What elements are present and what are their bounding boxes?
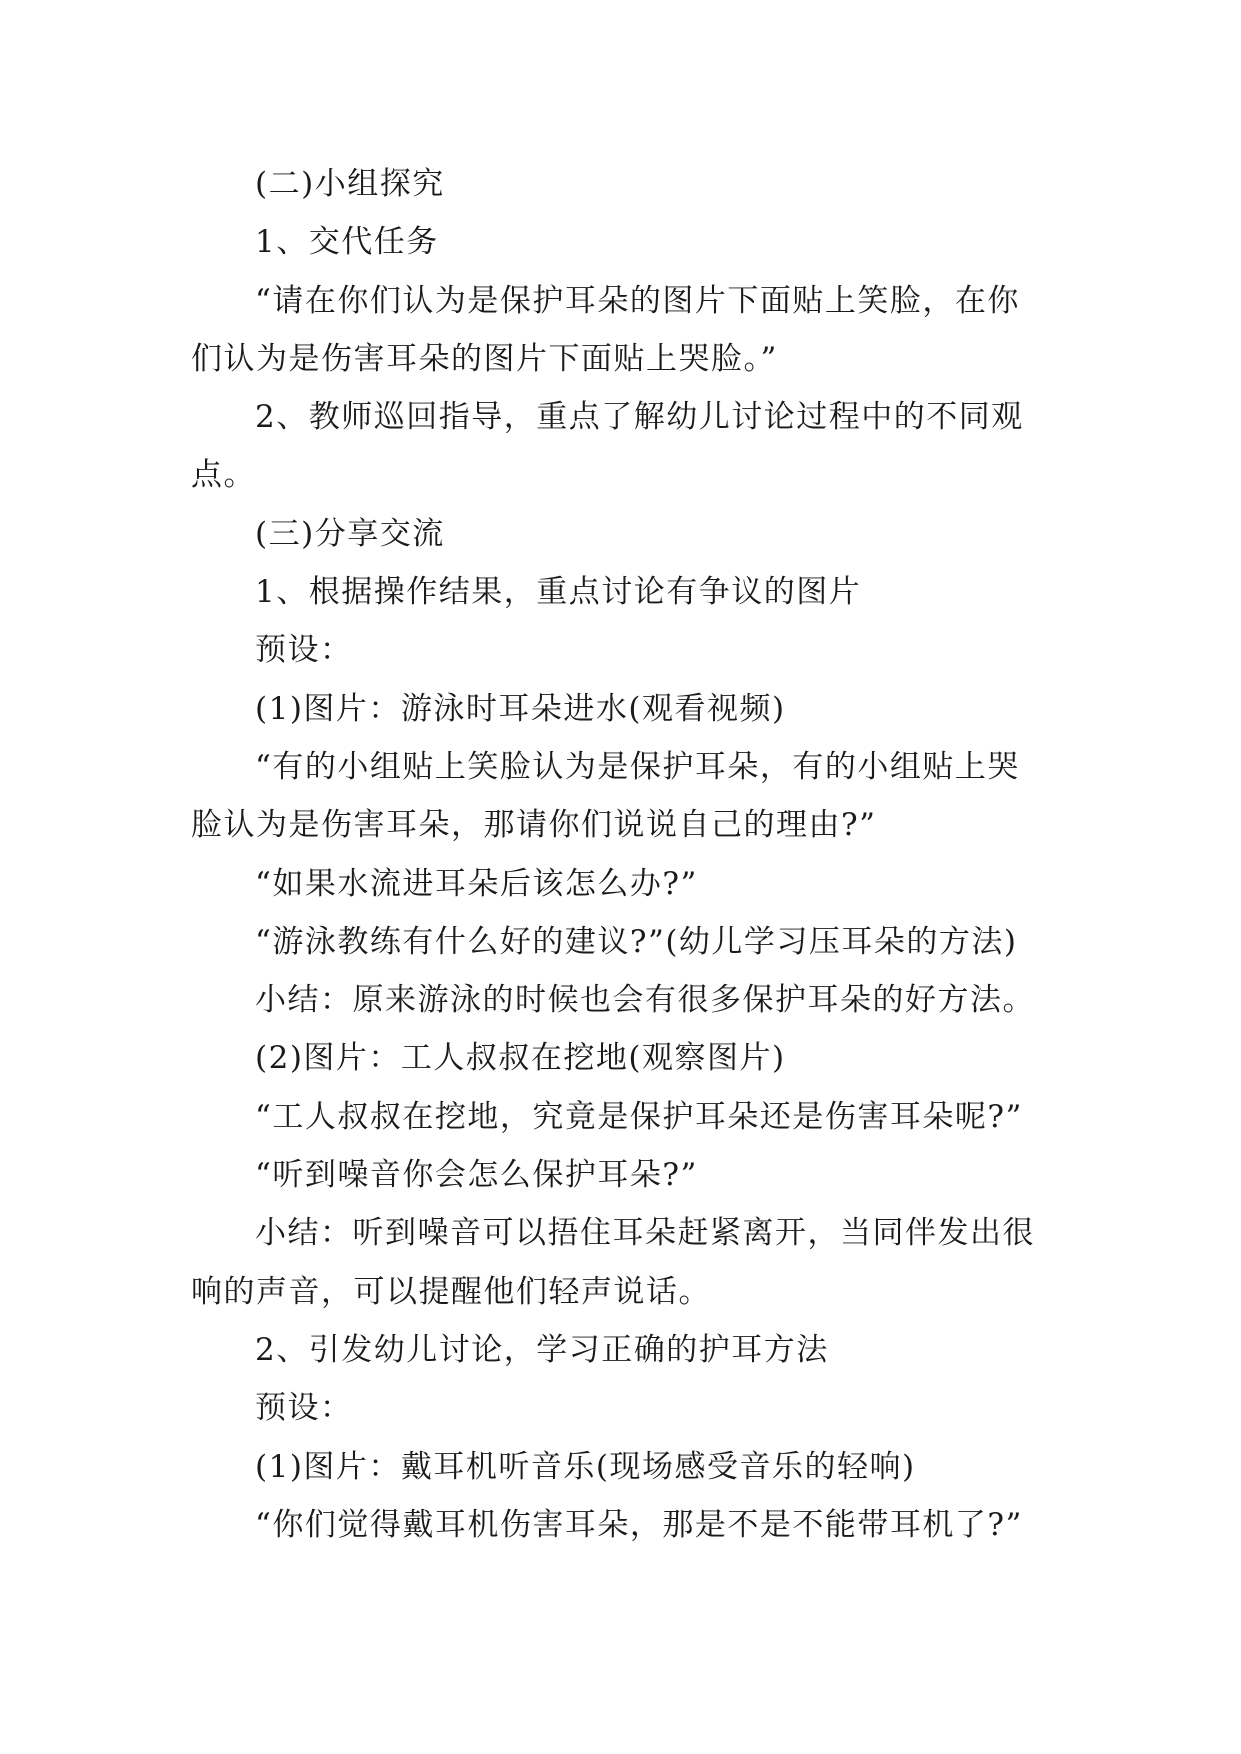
list-item: 2、教师巡回指导，重点了解幼儿讨论过程中的不同观 (255, 399, 1024, 436)
picture-item: (2)图片：工人叔叔在挖地(观察图片) (255, 1040, 786, 1077)
list-item: 2、引发幼儿讨论，学习正确的护耳方法 (255, 1331, 829, 1368)
preset-label: 预设： (255, 632, 353, 669)
quote-line: “游泳教练有什么好的建议?”(幼儿学习压耳朵的方法) (255, 923, 1018, 960)
document-body (191, 155, 1061, 1554)
quote-line: “你们觉得戴耳机伤害耳朵，那是不是不能带耳机了?” (255, 1506, 1023, 1543)
preset-label: 预设： (255, 1390, 353, 1427)
section-heading: (三)分享交流 (255, 515, 445, 552)
quote-line: “听到噪音你会怎么保护耳朵?” (255, 1157, 698, 1194)
quote-line-continued: 脸认为是伤害耳朵，那请你们说说自己的理由?” (191, 807, 877, 844)
summary-line: 小结：听到噪音可以捂住耳朵赶紧离开，当同伴发出很 (255, 1215, 1035, 1252)
list-item: 1、交代任务 (255, 224, 439, 261)
quote-line-continued: 们认为是伤害耳朵的图片下面贴上哭脸。” (191, 340, 778, 377)
picture-item: (1)图片：戴耳机听音乐(现场感受音乐的轻响) (255, 1448, 916, 1485)
picture-item: (1)图片：游泳时耳朵进水(观看视频) (255, 690, 786, 727)
quote-line: “有的小组贴上笑脸认为是保护耳朵，有的小组贴上哭 (255, 748, 1020, 785)
summary-line-continued: 响的声音，可以提醒他们轻声说话。 (191, 1273, 711, 1310)
quote-line: “工人叔叔在挖地，究竟是保护耳朵还是伤害耳朵呢?” (255, 1098, 1023, 1135)
quote-line: “如果水流进耳朵后该怎么办?” (255, 865, 698, 902)
summary-line: 小结：原来游泳的时候也会有很多保护耳朵的好方法。 (255, 982, 1035, 1019)
list-item: 1、根据操作结果，重点讨论有争议的图片 (255, 574, 862, 611)
list-item-continued: 点。 (191, 457, 256, 494)
section-heading: (二)小组探究 (255, 166, 445, 202)
quote-line: “请在你们认为是保护耳朵的图片下面贴上笑脸，在你 (255, 282, 1020, 319)
